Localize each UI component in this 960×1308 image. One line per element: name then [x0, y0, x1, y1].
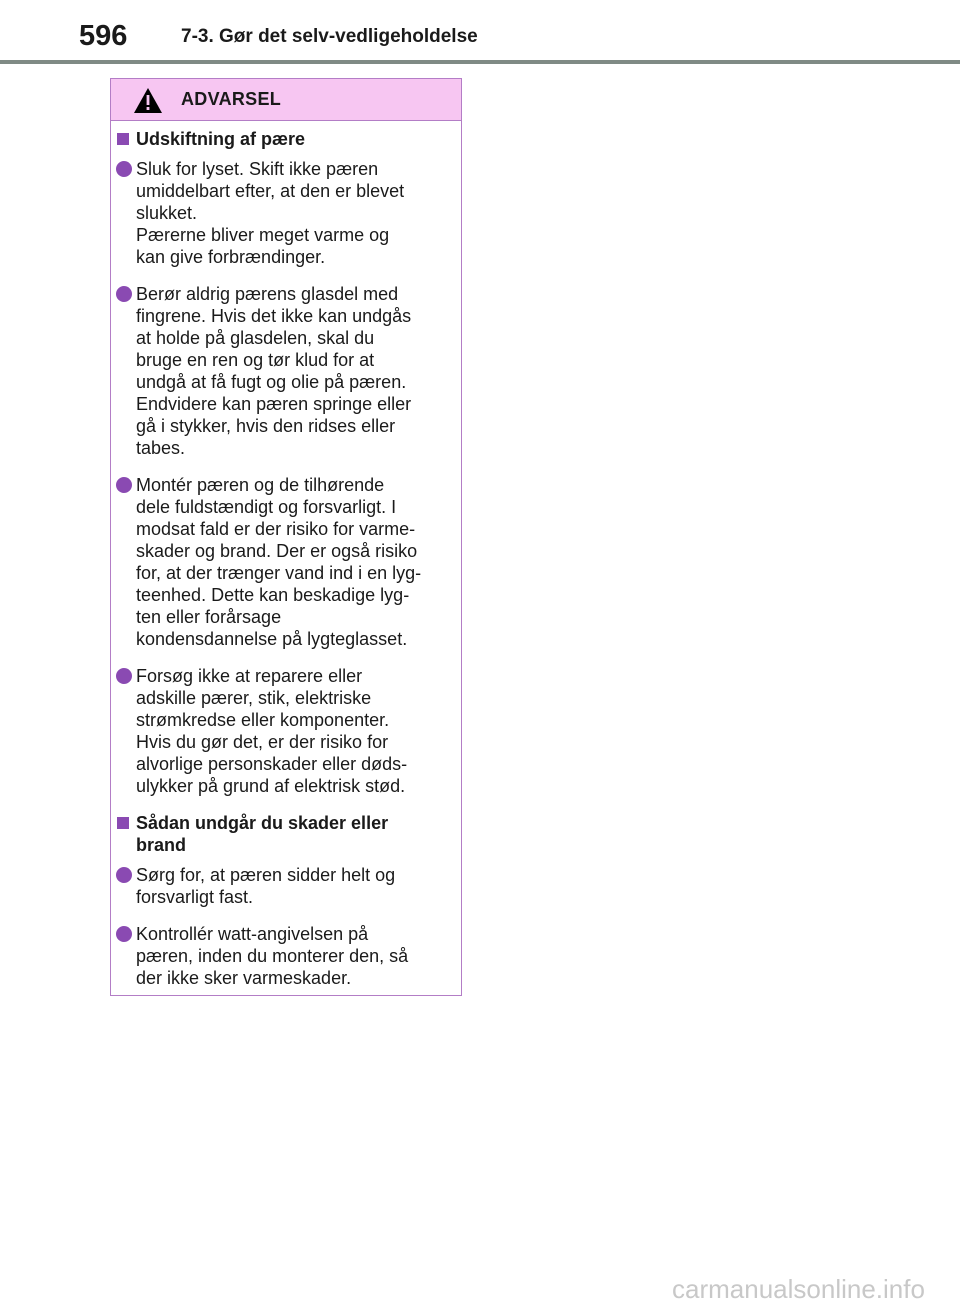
warning-box: [110, 78, 462, 996]
warning-header: [111, 79, 461, 121]
section-heading: Udskiftning af pære: [115, 128, 461, 150]
list-item: Sørg for, at pæren sidder helt og forsvarligt fast.: [115, 864, 461, 908]
square-bullet-icon: [117, 817, 129, 829]
square-bullet-icon: [117, 133, 129, 145]
page-number: 596: [79, 20, 128, 52]
circle-bullet-icon: [116, 161, 132, 177]
header-rule: [0, 60, 960, 64]
watermark-logo: [672, 1270, 960, 1306]
list-item: Berør aldrig pærens glasdel med fingrene. Hvis det ikke kan undgås at holde på glasdelen, skal du bruge en ren og tør klud for at undgå at få fugt og olie på pæren. Endvidere kan pæren springe eller gå i stykker, hvis den ridses eller tabes.: [115, 283, 461, 459]
warning-triangle-icon: [133, 87, 163, 114]
circle-bullet-icon: [116, 477, 132, 493]
section-title: 7-3. Gør det selv-vedligeholdelse: [181, 26, 478, 47]
svg-text:carmanualsonline.info: carmanualsonline.info: [672, 1274, 925, 1304]
circle-bullet-icon: [116, 668, 132, 684]
list-item: Montér pæren og de tilhørende dele fuldstændigt og forsvarligt. I modsat fald er der risiko for varme- skader og brand. Der er også risiko for, at der trænger vand ind i en lyg- teenhed. Dette kan beskadige lyg- ten eller forårsage kondensdannelse på lygteglasset.: [115, 474, 461, 650]
warning-title: ADVARSEL: [181, 89, 282, 109]
circle-bullet-icon: [116, 867, 132, 883]
circle-bullet-icon: [116, 926, 132, 942]
section-heading: Sådan undgår du skader eller brand: [115, 812, 461, 856]
warning-content: [111, 121, 461, 989]
list-item: Forsøg ikke at reparere eller adskille pærer, stik, elektriske strømkredse eller komponenter. Hvis du gør det, er der risiko for alvorlige personskader eller døds- ulykker på grund af elektrisk stød.: [115, 665, 461, 797]
circle-bullet-icon: [116, 286, 132, 302]
list-item: Kontrollér watt-angivelsen på pæren, inden du monterer den, så der ikke sker varmeskader.: [115, 923, 461, 989]
list-item: Sluk for lyset. Skift ikke pæren umiddelbart efter, at den er blevet slukket. Pærerne bliver meget varme og kan give forbrændinger.: [115, 158, 461, 268]
